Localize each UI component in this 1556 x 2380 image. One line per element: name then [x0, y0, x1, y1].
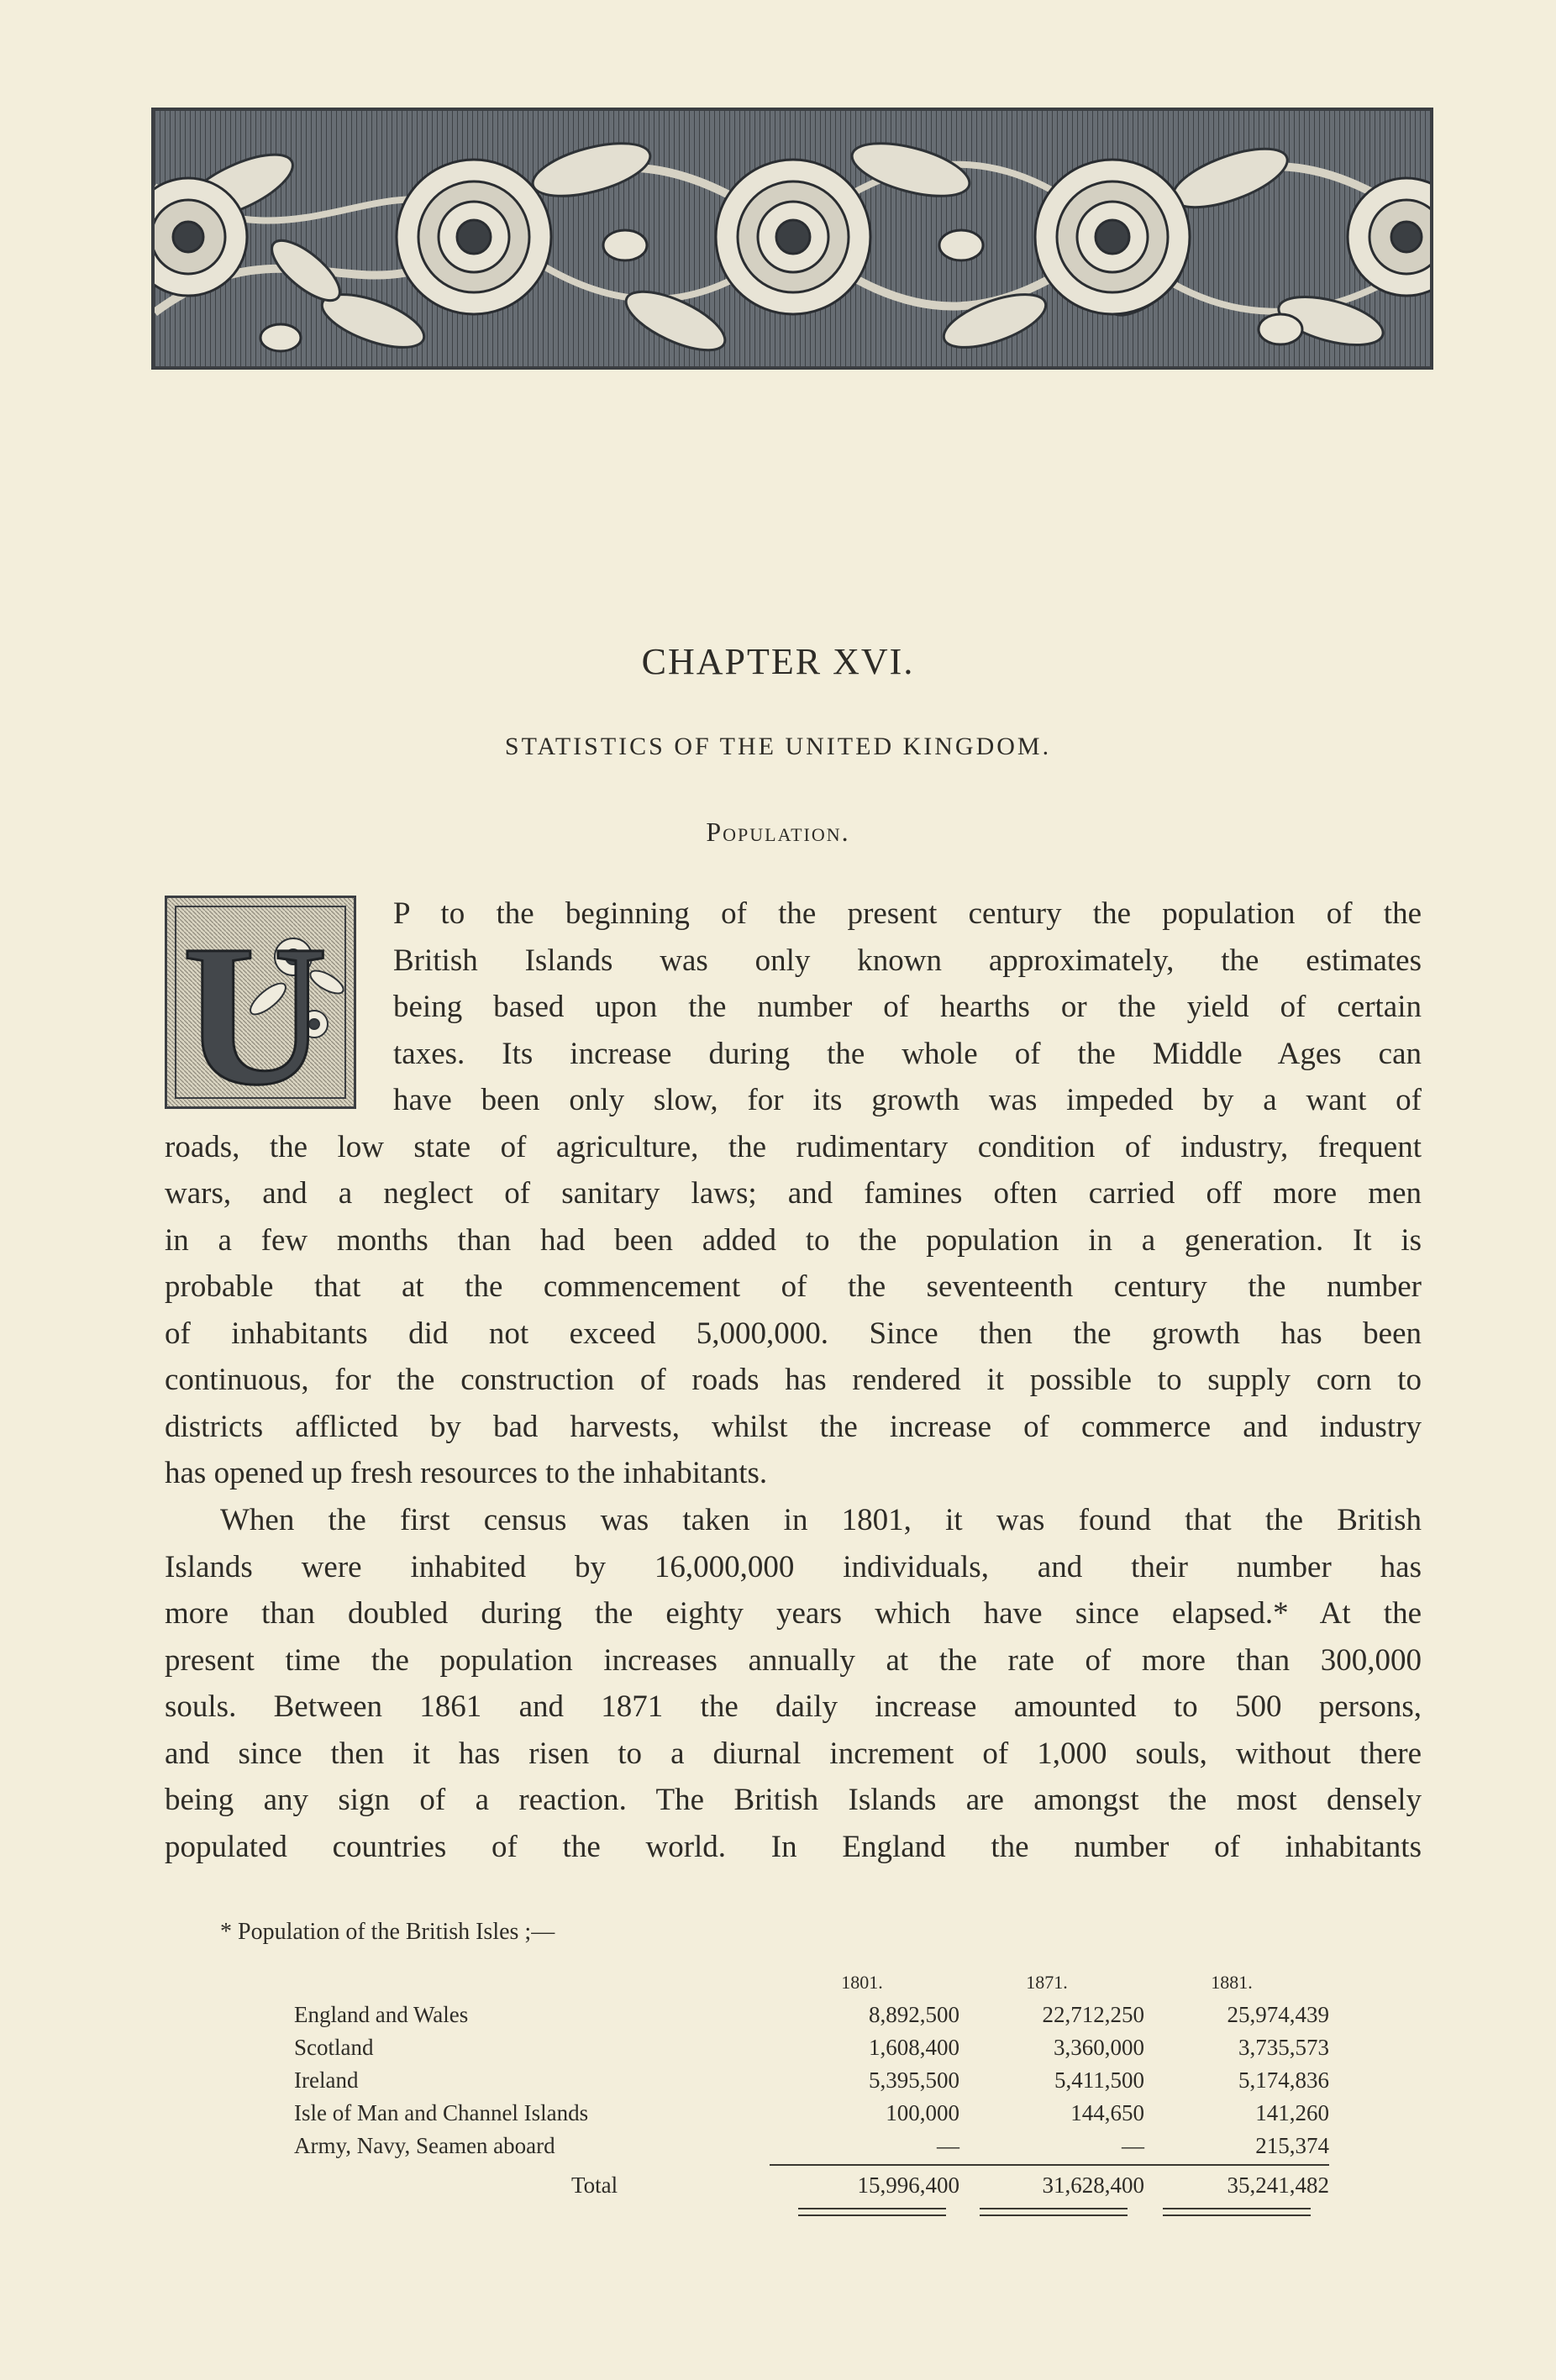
column-header-1871: 1871. — [1026, 1972, 1068, 1993]
dropcap-letter: U — [182, 903, 329, 1106]
paragraph-intro — [165, 891, 1422, 1497]
cell-1871: 144,650 — [1070, 2100, 1144, 2125]
rose-vine-ornament-icon — [155, 111, 1430, 366]
table-row — [294, 2064, 1329, 2097]
text-line: wars, and a neglect of sanitary laws; and famines often carried off more men — [165, 1176, 1422, 1211]
text-line: being based upon the number of hearths or the yield of certain — [393, 990, 1422, 1024]
double-rule — [798, 2208, 946, 2216]
text-line: have been only slow, for its growth was impeded by a want of — [393, 1083, 1422, 1117]
cell-1801: 100,000 — [886, 2100, 959, 2125]
text-line: in a few months than had been added to the population in a generation. It is — [165, 1222, 1422, 1258]
row-label: Army, Navy, Seamen aboard — [294, 2133, 555, 2158]
table-row — [294, 2130, 1329, 2162]
total-1871: 31,628,400 — [1042, 2172, 1144, 2198]
text-line: more than doubled during the eighty years which have since elapsed.* At the — [165, 1596, 1422, 1631]
cell-1801: — — [937, 2133, 959, 2158]
text-line: probable that at the commencement of the seventeenth century the number — [165, 1269, 1422, 1304]
text-line: taxes. Its increase during the whole of the Middle Ages can — [393, 1036, 1422, 1071]
cell-1881: 3,735,573 — [1238, 2035, 1329, 2060]
cell-1871: — — [1122, 2133, 1144, 2158]
total-label: Total — [571, 2172, 618, 2198]
double-rule — [980, 2208, 1128, 2216]
cell-1881: 5,174,836 — [1238, 2067, 1329, 2093]
total-1801: 15,996,400 — [857, 2172, 959, 2198]
double-rule — [1163, 2208, 1311, 2216]
table-row — [294, 1999, 1329, 2031]
cell-1871: 3,360,000 — [1054, 2035, 1144, 2060]
row-label: England and Wales — [294, 2002, 469, 2027]
section-title: STATISTICS OF THE UNITED KINGDOM. — [504, 733, 1052, 760]
text-line: Islands were inhabited by 16,000,000 individuals, and their number has — [165, 1549, 1422, 1584]
text-line: has opened up fresh resources to the inhabitants. — [165, 1456, 768, 1490]
table-row — [294, 2097, 1329, 2130]
subsection-title: Population. — [706, 817, 850, 847]
text-line: populated countries of the world. In England the number of inhabitants — [165, 1829, 1422, 1864]
text-line: When the first census was taken in 1801, it was found that the British — [220, 1503, 1422, 1537]
text-line: British Islands was only known approximately, the estimates — [393, 943, 1422, 978]
text-line: present time the population increases annually at the rate of more than 300,000 — [165, 1642, 1422, 1678]
paragraph-census — [165, 1497, 1422, 1870]
ornamental-headpiece — [151, 108, 1433, 370]
row-label: Scotland — [294, 2035, 374, 2060]
cell-1871: 5,411,500 — [1054, 2067, 1144, 2093]
text-line: and since then it has risen to a diurnal increment of 1,000 souls, without there — [165, 1736, 1422, 1771]
text-line: roads, the low state of agriculture, the rudimentary condition of industry, frequent — [165, 1129, 1422, 1164]
total-rule — [954, 2164, 1144, 2166]
column-header-1801: 1801. — [841, 1972, 883, 1993]
text-line: continuous, for the construction of roads has rendered it possible to supply corn to — [165, 1363, 1422, 1397]
cell-1881: 141,260 — [1255, 2100, 1329, 2125]
total-rule — [770, 2164, 959, 2166]
cell-1801: 1,608,400 — [869, 2035, 959, 2060]
table-header-row — [294, 1966, 1302, 1999]
cell-1801: 8,892,500 — [869, 2002, 959, 2027]
text-line: being any sign of a reaction. The British Islands are amongst the most densely — [165, 1783, 1422, 1817]
column-header-1881: 1881. — [1211, 1972, 1253, 1993]
text-line: of inhabitants did not exceed 5,000,000. Since then the growth has been — [165, 1316, 1422, 1351]
table-row — [294, 2031, 1329, 2064]
row-label: Ireland — [294, 2067, 359, 2093]
total-rule — [1139, 2164, 1329, 2166]
chapter-title: CHAPTER XVI. — [641, 641, 915, 682]
text-line: districts afflicted by bad harvests, whilst the increase of commerce and industry — [165, 1409, 1422, 1444]
population-table — [294, 1966, 1329, 2202]
footnote-title: * Population of the British Isles ;— — [220, 1919, 555, 1945]
text-line: P to the beginning of the present century the population of the — [393, 896, 1422, 931]
cell-1881: 215,374 — [1255, 2133, 1329, 2158]
cell-1881: 25,974,439 — [1227, 2002, 1329, 2027]
cell-1871: 22,712,250 — [1042, 2002, 1144, 2027]
table-total-row — [294, 2169, 1329, 2202]
text-line: souls. Between 1861 and 1871 the daily increase amounted to 500 persons, — [165, 1689, 1422, 1724]
cell-1801: 5,395,500 — [869, 2067, 959, 2093]
total-1881: 35,241,482 — [1227, 2172, 1329, 2198]
row-label: Isle of Man and Channel Islands — [294, 2100, 589, 2125]
